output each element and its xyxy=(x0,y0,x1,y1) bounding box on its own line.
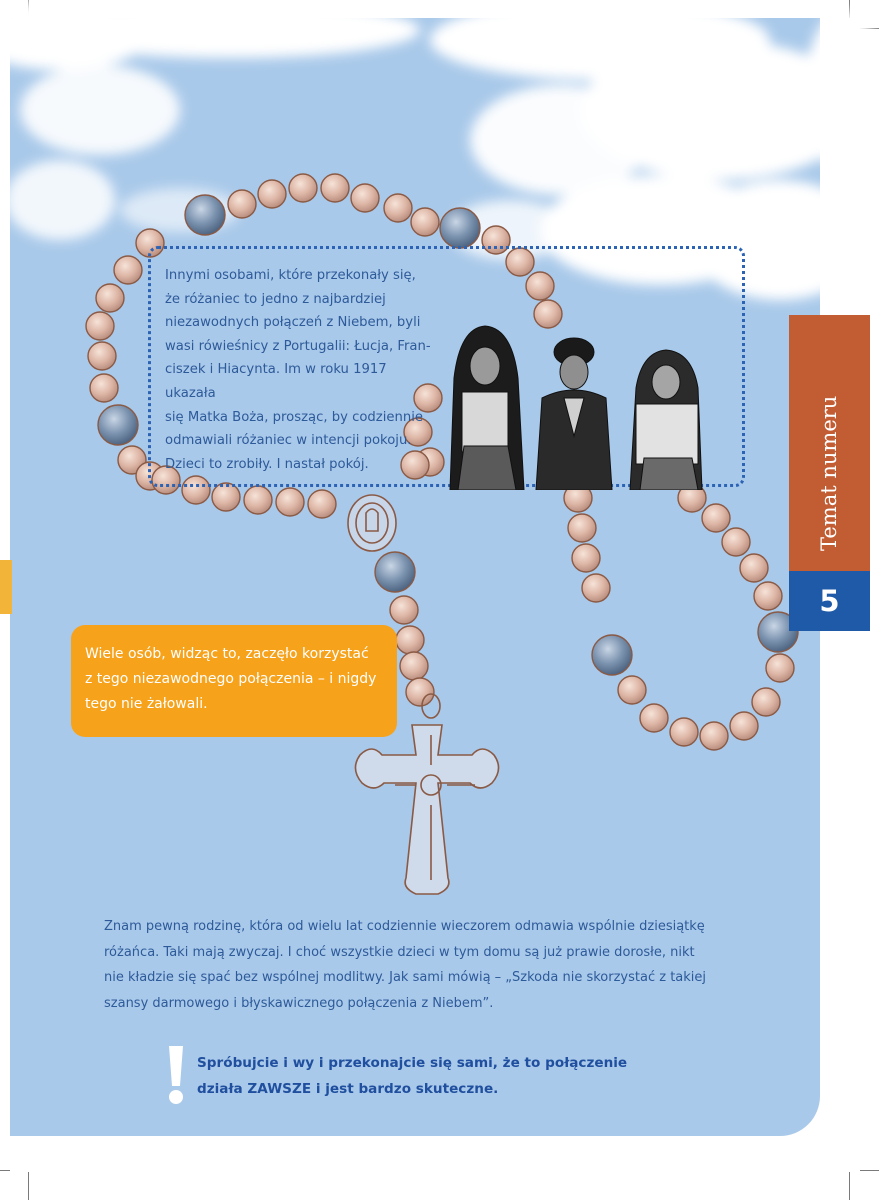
rosary-bead xyxy=(766,654,794,682)
rosary-large-bead xyxy=(185,195,225,235)
rosary-bead xyxy=(572,544,600,572)
story-paragraph xyxy=(104,914,714,1016)
rosary-large-bead xyxy=(592,635,632,675)
callout-line: Wiele osób, widząc to, zaczęło korzystać xyxy=(85,646,369,662)
intro-line: że różaniec to jedno z najbardziej xyxy=(165,291,386,307)
rosary-large-bead xyxy=(98,405,138,445)
rosary-bead xyxy=(244,486,272,514)
rosary-bead xyxy=(88,342,116,370)
intro-line: wasi rówieśnicy z Portugalii: Łucja, Fran- xyxy=(165,338,431,354)
intro-line: odmawiali różaniec w intencji pokoju. xyxy=(165,433,412,449)
rosary-bead xyxy=(258,180,286,208)
edge-color-mark xyxy=(0,560,12,614)
rosary-bead xyxy=(289,174,317,202)
intro-line: Innymi osobami, które przekonały się, xyxy=(165,268,416,283)
rosary-bead xyxy=(568,514,596,542)
rosary-bead xyxy=(582,574,610,602)
section-tab-label: Temat numeru xyxy=(817,395,841,551)
story-line: różańca. Taki mają zwyczaj. I choć wszystkie dzieci w tym domu są już prawie dorosłe, nikt xyxy=(104,944,695,960)
exclamation-icon xyxy=(165,1044,187,1106)
callout-box xyxy=(71,625,397,737)
intro-line: Dzieci to zrobiły. I nastał pokój. xyxy=(165,456,369,472)
rosary-bead xyxy=(321,174,349,202)
rosary-bead xyxy=(308,490,336,518)
story-line: szansy darmowego i błyskawicznego połączenia z Niebem”. xyxy=(104,995,494,1011)
rosary-bead xyxy=(390,596,418,624)
section-tab xyxy=(789,315,870,571)
rosary-bead xyxy=(618,676,646,704)
intro-line: się Matka Boża, prosząc, by codziennie xyxy=(165,409,423,425)
callout-line: tego nie żałowali. xyxy=(85,696,208,712)
rosary-bead xyxy=(752,688,780,716)
final-note-line: działa ZAWSZE i jest bardzo skuteczne. xyxy=(197,1081,499,1097)
rosary-bead xyxy=(351,184,379,212)
final-note xyxy=(197,1050,667,1102)
intro-paragraph xyxy=(165,264,440,476)
rosary-bead xyxy=(212,483,240,511)
rosary-bead xyxy=(722,528,750,556)
rosary-bead xyxy=(86,312,114,340)
rosary-bead xyxy=(754,582,782,610)
intro-line: ciszek i Hiacynta. Im w roku 1917 ukazała xyxy=(165,362,387,401)
rosary-bead xyxy=(702,504,730,532)
rosary-bead xyxy=(384,194,412,222)
page-number: 5 xyxy=(789,571,870,631)
rosary-bead xyxy=(740,554,768,582)
final-note-line: Spróbujcie i wy i przekonajcie się sami, że to połączenie xyxy=(197,1055,628,1071)
rosary-bead xyxy=(228,190,256,218)
rosary-bead xyxy=(406,678,434,706)
rosary-bead xyxy=(670,718,698,746)
rosary-bead xyxy=(114,256,142,284)
rosary-bead xyxy=(411,208,439,236)
rosary-bead xyxy=(276,488,304,516)
rosary-bead xyxy=(730,712,758,740)
rosary-bead xyxy=(700,722,728,750)
rosary-bead xyxy=(96,284,124,312)
callout-line: z tego niezawodnego połączenia – i nigdy xyxy=(85,671,377,687)
rosary-bead xyxy=(640,704,668,732)
fatima-children-photo xyxy=(440,318,732,490)
rosary-bead xyxy=(396,626,424,654)
rosary-large-bead xyxy=(440,208,480,248)
story-line: Znam pewną rodzinę, która od wielu lat codziennie wieczorem odmawia wspólnie dziesiątkę xyxy=(104,919,705,934)
rosary-large-bead xyxy=(375,552,415,592)
story-line: nie kładzie się spać bez wspólnej modlitwy. Jak sami mówią – „Szkoda nie skorzystać z takiej xyxy=(104,970,707,985)
intro-line: niezawodnych połączeń z Niebem, byli xyxy=(165,315,421,331)
rosary-bead xyxy=(400,652,428,680)
rosary-bead xyxy=(90,374,118,402)
